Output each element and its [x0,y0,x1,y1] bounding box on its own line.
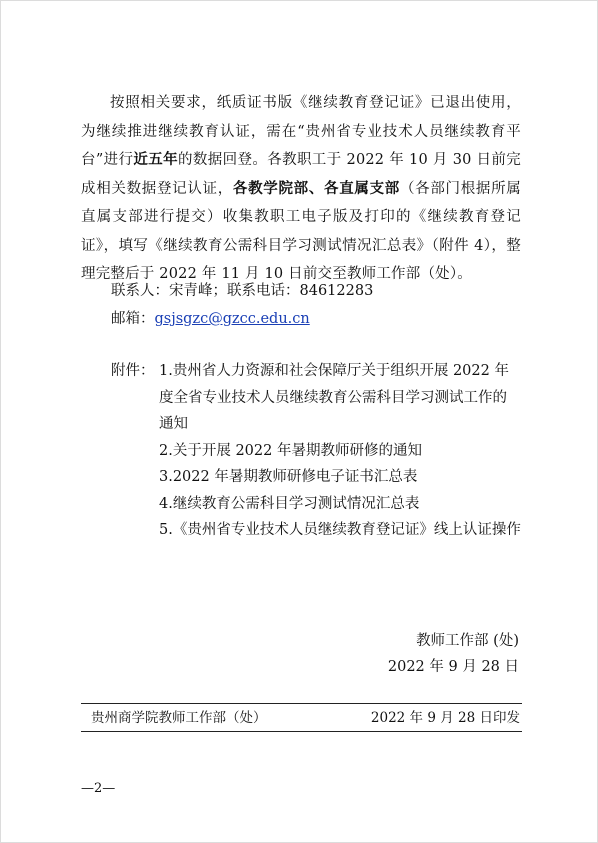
body-bold-departments: 各教学院部、各直属支部 [232,179,400,197]
footer-issuer: 贵州商学院教师工作部（处） [91,710,267,726]
body-seg-1: 按照相关要求，纸质证书版《继续教育登记证》已退出使用，为继续推进继续教育认证，需在“贵州省专业技术人员继续教育平台”进行 [81,95,521,168]
footer-top-rule [81,703,522,704]
page-number: —2— [81,781,116,796]
footer-bottom-rule [81,731,522,732]
footer-issued-date: 2022 年 9 月 28 日印发 [370,710,520,726]
attachment-item-2: 2.关于开展 2022 年暑期教师研修的通知 [159,442,422,459]
contact-email-line [111,308,310,330]
body-bold-five-years: 近五年 [133,151,178,168]
attachment-item-1: 1.贵州省人力资源和社会保障厅关于组织开展 2022 年度全省专业技术人员继续教育公需科目学习测试工作的通知 [159,363,509,432]
attachment-item-4: 4.继续教育公需科目学习测试情况汇总表 [159,495,420,512]
contact-person-line: 联系人：宋青峰；联系电话：84612283 [111,283,374,299]
attachments-label: 附件： [111,363,155,379]
body-seg-3: 的数据回登。各教职工于 2022 年 10 月 30 日前完成相关数据登记认证， [81,152,521,197]
signature-department: 教师工作部 (处) [416,633,519,649]
attachment-item-3: 3.2022 年暑期教师研修电子证书汇总表 [159,469,418,485]
body-paragraph [81,89,521,289]
attachment-item-5: 5.《贵州省专业技术人员继续教育登记证》线上认证操作 [159,522,521,538]
attachments-list [159,358,521,544]
main-paragraph [81,89,521,289]
body-seg-5: （各部门根据所属直属支部进行提交）收集教职工电子版及打印的《继续教育登记证》，填写《继续教育公需科目学习测试情况汇总表》（附件 4），整理完整后于 2022 年 11 月 10 日前交至教师工作部（处）。 [81,180,521,282]
signature-date: 2022 年 9 月 28 日 [387,659,519,675]
email-link[interactable]: gsjsgzc@gzcc.edu.cn [154,311,310,327]
email-label: 邮箱： [111,311,155,327]
